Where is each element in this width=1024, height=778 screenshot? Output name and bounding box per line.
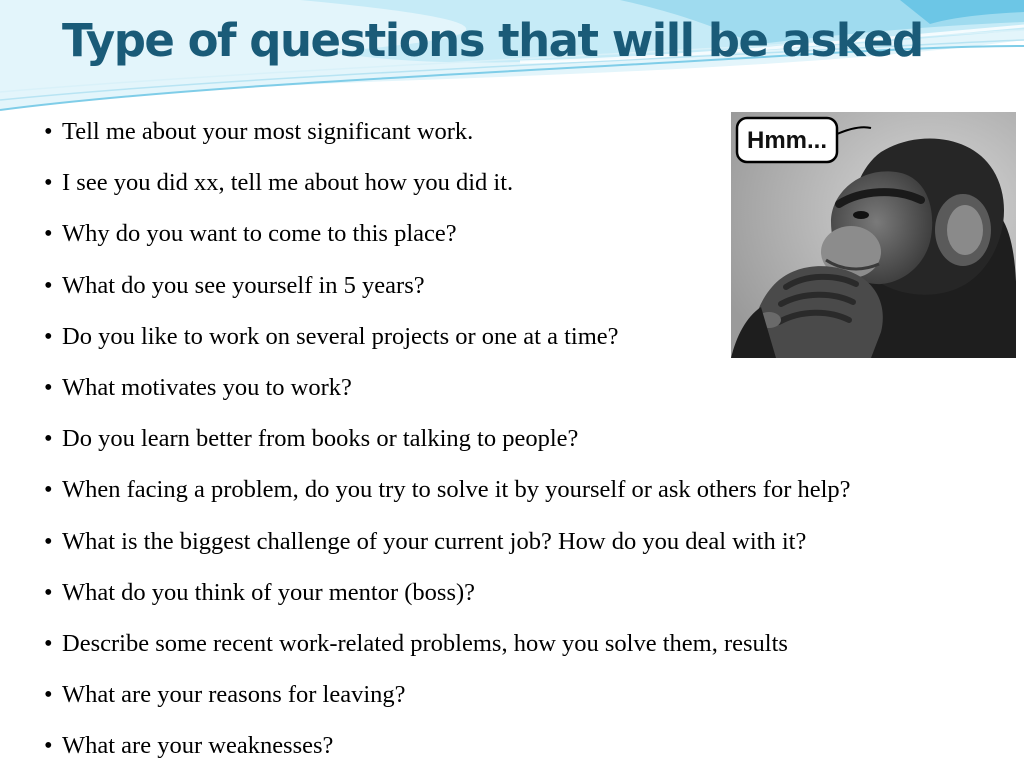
question-text: Do you like to work on several projects or one at a time? (62, 322, 619, 350)
question-text: What do you see yourself in 5 years? (62, 271, 425, 299)
thought-bubble-text: Hmm... (746, 127, 828, 154)
question-text: What are your reasons for leaving? (62, 681, 406, 709)
bullet: • (44, 476, 53, 504)
list-item (44, 164, 851, 215)
bullet: • (44, 220, 53, 248)
slide-title: Type of questions that will be asked (62, 14, 923, 67)
bullet: • (44, 732, 53, 760)
bullet: • (44, 629, 53, 657)
list-item (44, 369, 851, 420)
question-text: Tell me about your most significant work. (62, 118, 474, 145)
bullet: • (44, 118, 53, 145)
list-item (44, 523, 851, 574)
question-text: Describe some recent work-related problems, how you solve them, results (62, 629, 788, 657)
bullet: • (44, 527, 53, 555)
question-text: Why do you want to come to this place? (62, 220, 457, 248)
list-item (44, 113, 851, 164)
bullet: • (44, 169, 53, 197)
list-item (44, 625, 851, 676)
list-item (44, 420, 851, 471)
question-text: What is the biggest challenge of your current job? How do you deal with it? (62, 527, 807, 555)
question-text: What motivates you to work? (62, 373, 352, 401)
list-item (44, 574, 851, 625)
bullet: • (44, 271, 53, 299)
list-item (44, 318, 851, 369)
question-text: What do you think of your mentor (boss)? (62, 578, 476, 606)
list-item (44, 727, 851, 778)
bullet: • (44, 373, 53, 401)
question-text: I see you did xx, tell me about how you did it. (62, 169, 514, 197)
chimp-illustration (731, 112, 1016, 358)
bullet: • (44, 578, 53, 606)
thinking-chimp-photo (731, 112, 1016, 358)
bullet: • (44, 322, 53, 350)
bullet: • (44, 425, 53, 453)
bullet: • (44, 681, 53, 709)
list-item (44, 267, 851, 318)
question-list (44, 113, 851, 778)
question-text: When facing a problem, do you try to solve it by yourself or ask others for help? (62, 476, 851, 504)
list-item (44, 676, 851, 727)
list-item (44, 471, 851, 522)
list-item (44, 215, 851, 266)
question-text: What are your weaknesses? (62, 732, 334, 760)
question-text: Do you learn better from books or talking to people? (62, 425, 579, 453)
